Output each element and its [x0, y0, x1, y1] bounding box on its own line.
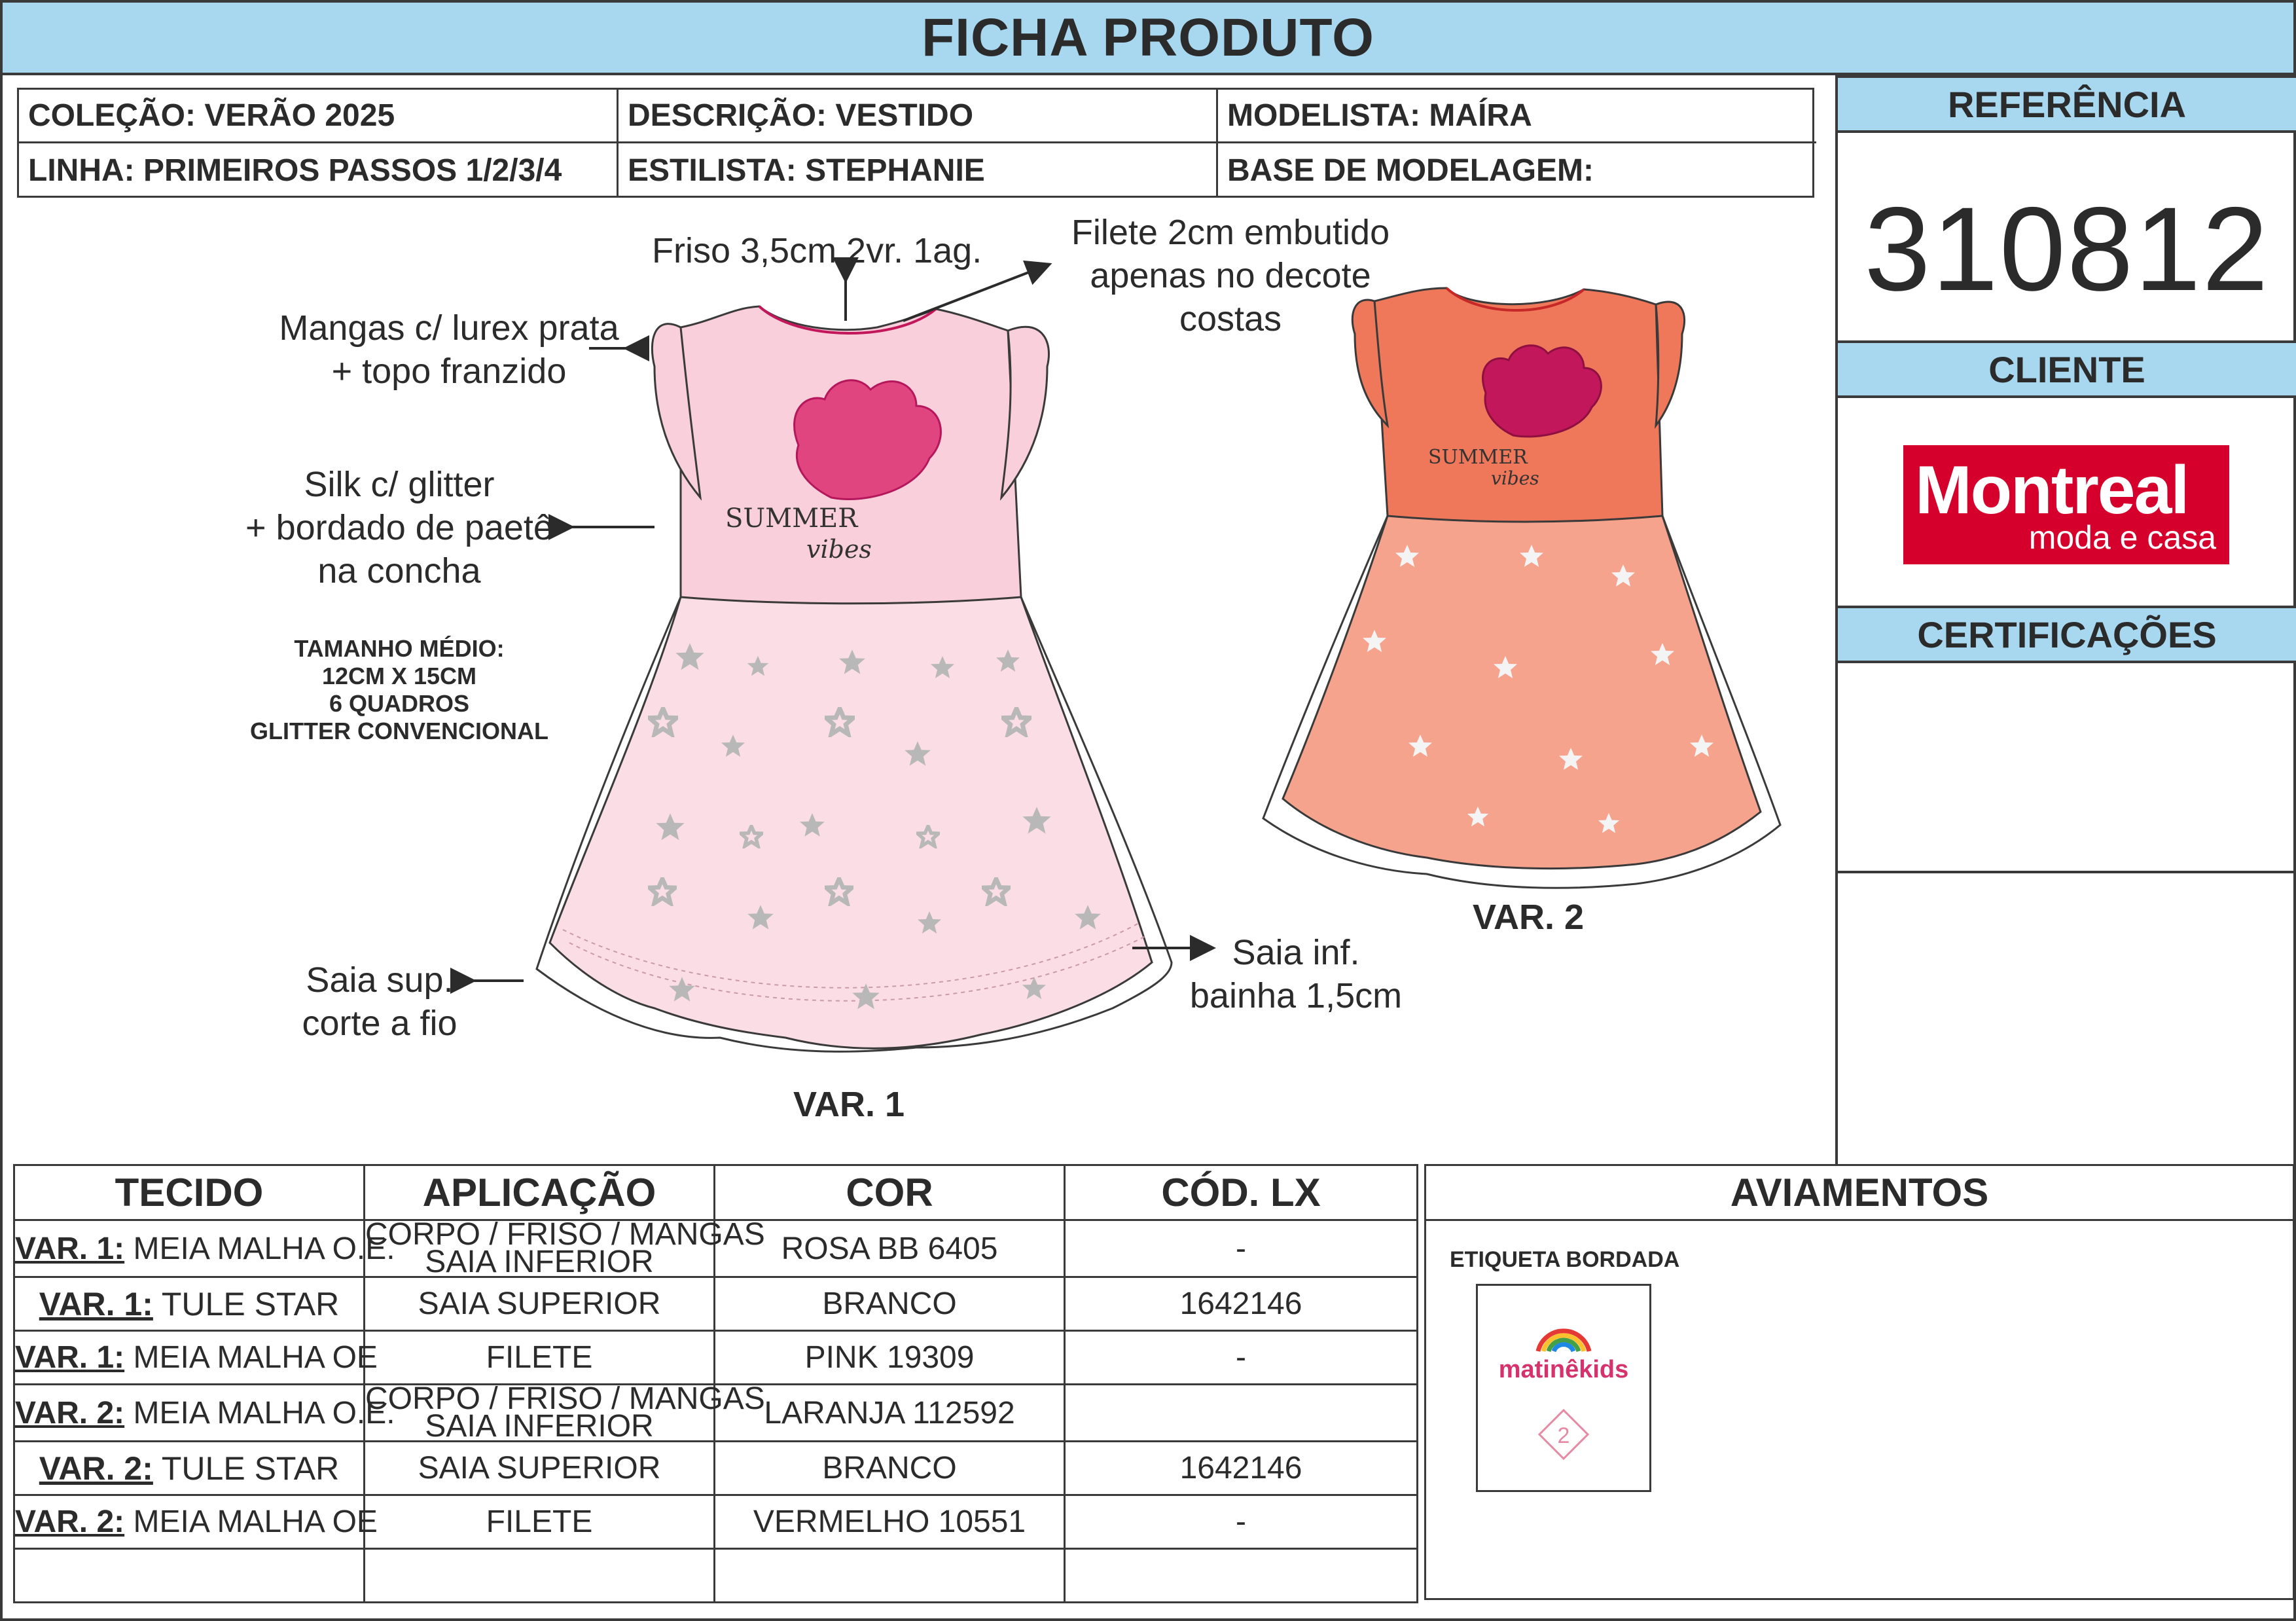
var2-lower-skirt [1283, 516, 1761, 869]
tecido-cell [14, 1277, 365, 1331]
tecido-cell [14, 1331, 378, 1385]
tecido-cell [14, 1442, 365, 1495]
annotation-tamanho-line2: 12CM X 15CM [321, 663, 477, 689]
annotation-tamanho-line3: 6 QUADROS [329, 690, 470, 717]
table-row [14, 1549, 1418, 1603]
table-row [14, 1277, 1418, 1331]
var2-right-sleeve [1656, 302, 1685, 426]
client-logo-name: Montreal [1915, 452, 2189, 528]
annotation-tamanho [236, 635, 563, 745]
aplicacao-cell [365, 1549, 715, 1603]
cliente-header: CLIENTE [1838, 340, 2296, 398]
estilista-field: ESTILISTA: STEPHANIE [619, 143, 1218, 198]
cor-cell: ROSA BB 6405 [715, 1220, 1065, 1277]
table-row [14, 1495, 1418, 1549]
cod-cell: - [1065, 1220, 1418, 1277]
var2-print-summer: SUMMER [1428, 446, 1528, 469]
cor-cell [715, 1549, 1065, 1603]
fabric-table [13, 1164, 1418, 1603]
annotation-saia-inf-line1: Saia inf. [1232, 933, 1360, 972]
aplicacao-cell: FILETE [365, 1331, 715, 1385]
divider [1838, 871, 2296, 873]
cod-cell [1065, 1385, 1418, 1442]
table-row [14, 1220, 1418, 1277]
tecido-name: MEIA MALHA O.E. [124, 1395, 395, 1430]
annotation-saia-sup-line1: Saia sup. [306, 960, 454, 1000]
cor-cell: PINK 19309 [715, 1331, 1065, 1385]
cod-cell: - [1065, 1495, 1418, 1549]
col-tecido: TECIDO [14, 1165, 365, 1220]
etiqueta-size: 2 [1557, 1423, 1570, 1448]
etiqueta-graphic [1478, 1286, 1649, 1490]
linha-field: LINHA: PRIMEIROS PASSOS 1/2/3/4 [19, 143, 619, 198]
annotation-saia-inf-line2: bainha 1,5cm [1189, 976, 1403, 1015]
aplicacao-line2: SAIA INFERIOR [425, 1409, 654, 1444]
table-row [14, 1385, 1418, 1442]
aviamentos-header: AVIAMENTOS [1426, 1166, 2293, 1221]
annotation-filete [1054, 211, 1407, 340]
annotation-saia-inf [1172, 931, 1420, 1017]
tecido-name: MEIA MALHA O.E. [124, 1231, 395, 1266]
right-sidebar [1835, 75, 2296, 1165]
modelista-field: MODELISTA: MAÍRA [1218, 90, 1816, 143]
aplicacao-line1: CORPO / FRISO / MANGAS [365, 1381, 765, 1416]
variant-tag: VAR. 1: [15, 1340, 125, 1375]
tecido-cell [14, 1495, 378, 1549]
descricao-field: DESCRIÇÃO: VESTIDO [619, 90, 1218, 143]
dress-var2 [1263, 288, 1780, 888]
aplicacao-cell: FILETE [365, 1495, 715, 1549]
aplicacao-line2: SAIA INFERIOR [425, 1245, 654, 1279]
aviamentos-panel [1424, 1164, 2295, 1600]
etiqueta-brand: matinêkids [1498, 1356, 1629, 1383]
annotation-mangas-line2: + topo franzido [331, 352, 567, 391]
tecido-name: TULE STAR [152, 1285, 340, 1322]
tecido-name: MEIA MALHA OE [124, 1504, 378, 1539]
tecido-cell [14, 1385, 395, 1442]
col-cod-lx: CÓD. LX [1065, 1165, 1418, 1220]
var2-print-vibes: vibes [1491, 467, 1539, 489]
page-title: FICHA PRODUTO [0, 0, 2296, 75]
annotation-filete-line1: Filete 2cm embutido [1071, 213, 1390, 252]
base-modelagem-field: BASE DE MODELAGEM: [1227, 153, 1594, 188]
tecido-cell [14, 1549, 365, 1603]
etiqueta-image [1476, 1284, 1651, 1492]
cod-cell: - [1065, 1331, 1418, 1385]
variant-tag: VAR. 1: [15, 1231, 125, 1266]
var2-label: VAR. 2 [1473, 898, 1585, 937]
reference-number: 310812 [1864, 182, 2270, 316]
annotation-saia-sup-line2: corte a fio [302, 1004, 457, 1043]
aplicacao-cell [365, 1217, 765, 1279]
variant-tag: VAR. 2: [15, 1504, 125, 1539]
var1-print-summer: SUMMER [725, 503, 858, 534]
aplicacao-cell: SAIA SUPERIOR [365, 1277, 715, 1331]
col-cor: COR [715, 1165, 1065, 1220]
annotation-mangas [253, 306, 645, 393]
annotation-filete-line3: costas [1179, 299, 1282, 338]
cor-cell: LARANJA 112592 [715, 1385, 1065, 1442]
dress-var1 [537, 306, 1172, 1051]
aplicacao-line1: CORPO / FRISO / MANGAS [365, 1217, 765, 1252]
etiqueta-label: ETIQUETA BORDADA [1450, 1247, 1680, 1272]
colecao-field: COLEÇÃO: VERÃO 2025 [19, 90, 619, 143]
aplicacao-cell [365, 1381, 765, 1444]
annotation-filete-line2: apenas no decote [1090, 256, 1371, 295]
certificacoes-header: CERTIFICAÇÕES [1838, 606, 2296, 663]
cor-cell: VERMELHO 10551 [715, 1495, 1065, 1549]
cod-cell [1065, 1549, 1418, 1603]
annotation-tamanho-line1: TAMANHO MÉDIO: [294, 635, 505, 662]
table-row [14, 1331, 1418, 1385]
tecido-name: MEIA MALHA OE [124, 1340, 378, 1375]
annotation-silk-line3: na concha [317, 551, 481, 591]
annotation-friso: Friso 3,5cm 2vr. 1ag. [652, 231, 982, 270]
product-info-table [17, 88, 1814, 198]
tecido-name: TULE STAR [152, 1449, 340, 1487]
referencia-header: REFERÊNCIA [1838, 75, 2296, 133]
var1-print-vibes: vibes [806, 535, 872, 564]
client-logo-tagline: moda e casa [2028, 519, 2216, 556]
cor-cell: BRANCO [715, 1442, 1065, 1495]
tecido-cell [14, 1220, 395, 1277]
variant-tag: VAR. 1: [39, 1285, 153, 1322]
variant-tag: VAR. 2: [15, 1395, 125, 1430]
annotation-tamanho-line4: GLITTER CONVENCIONAL [250, 718, 548, 744]
variant-tag: VAR. 2: [39, 1449, 153, 1487]
cor-cell: BRANCO [715, 1277, 1065, 1331]
var1-label: VAR. 1 [793, 1085, 905, 1124]
annotation-mangas-line1: Mangas c/ lurex prata [279, 308, 619, 348]
annotation-silk-line1: Silk c/ glitter [304, 465, 495, 504]
aplicacao-cell: SAIA SUPERIOR [365, 1442, 715, 1495]
client-logo [1903, 445, 2229, 564]
annotation-silk-line2: + bordado de paetê [245, 508, 553, 547]
cod-cell: 1642146 [1065, 1277, 1418, 1331]
cod-cell: 1642146 [1065, 1442, 1418, 1495]
table-row [14, 1442, 1418, 1495]
annotation-saia-sup [262, 958, 497, 1045]
annotation-silk [223, 463, 576, 592]
col-aplicacao: APLICAÇÃO [365, 1165, 715, 1220]
